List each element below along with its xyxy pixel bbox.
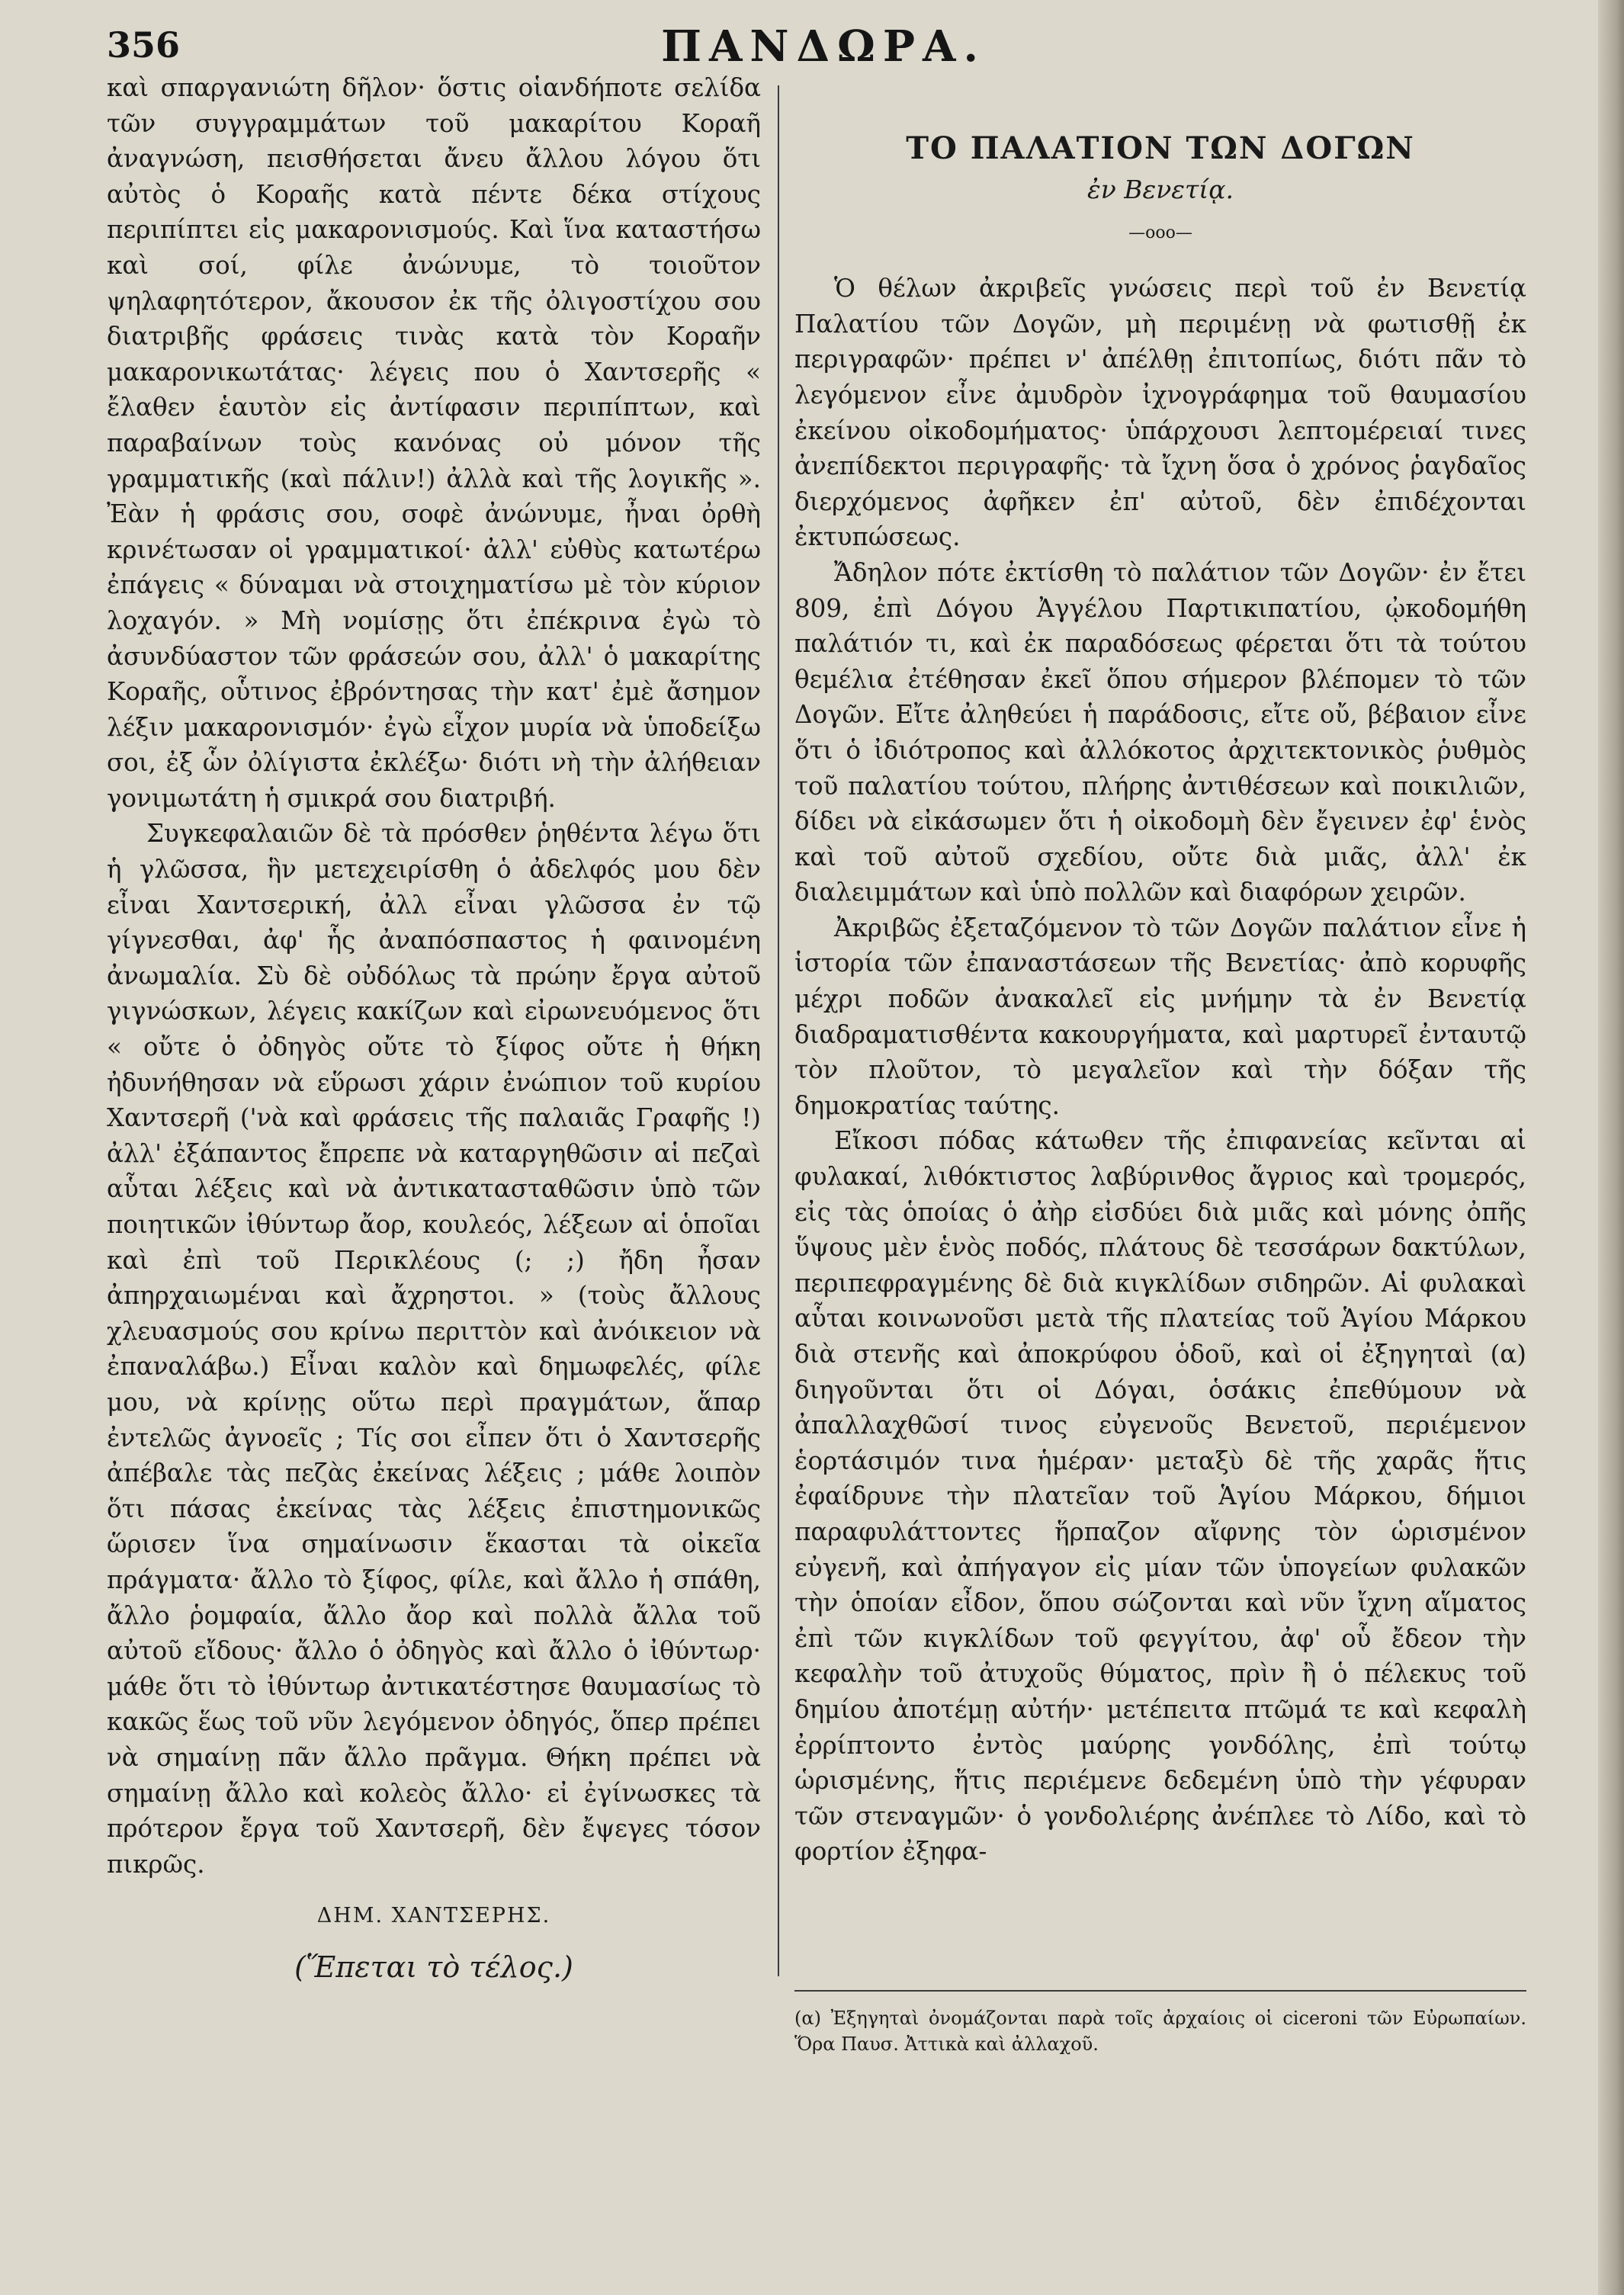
page-number: 356 bbox=[107, 24, 181, 66]
right-paragraph-1: Ὁ θέλων ἀκριβεῖς γνώσεις περὶ τοῦ ἐν Βενετίᾳ Παλατίου τῶν Δογῶν, μὴ περιμένῃ νὰ φωτισθῇ ἐκ περιγραφῶν· πρέπει ν' ἀπέλθῃ ἐπιτοπίως, διότι πᾶν τὸ λεγόμενον εἶνε ἀμυδρὸν ἰχνογράφημα τοῦ θαυμασίου ἐκείνου οἰκοδομήματος· ὑπάρχουσι λεπτομέρειαί τινες ἀνεπίδεκτοι περιγραφῆς· τὰ ἴχνη ὅσα ὁ χρόνος ῥαγδαῖος διερχόμενος ἀφῆκεν ἐπ' αὐτοῦ, δὲν ἐπιδέχονται ἐκτυπώσεως. bbox=[794, 274, 1526, 552]
right-paragraph-4: Εἴκοσι πόδας κάτωθεν τῆς ἐπιφανείας κεῖνται αἱ φυλακαί, λιθόκτιστος λαβύρινθος ἄγριος καὶ τρομερός, εἰς τὰς ὁποίας ὁ ἀὴρ εἰσδύει διὰ μιᾶς καὶ μόνης ὀπῆς ὕψους μὲν ἑνὸς ποδός, πλάτους δὲ τεσσάρων δακτύλων, περιπεφραγμένης δὲ διὰ κιγκλίδων σιδηρῶν. Αἱ φυλακαὶ αὗται κοινωνοῦσι μετὰ τῆς πλατείας τοῦ Ἁγίου Μάρκου διὰ στενῆς καὶ ἀποκρύφου ὁδοῦ, καὶ οἱ ἐξηγηταὶ (α) διηγοῦνται ὅτι οἱ Δόγαι, ὁσάκις ἐπεθύμουν νὰ ἀπαλλαχθῶσί τινος εὐγενοῦς Βενετοῦ, περιέμενον ἑορτάσιμόν τινα ἡμέραν· μεταξὺ δὲ τῆς χαρᾶς ἥτις ἐφαίδρυνε τὴν πλατεῖαν τοῦ Ἁγίου Μάρκου, δήμιοι παραφυλάττοντες ἥρπαζον αἴφνης τὸν ὡρισμένον εὐγενῆ, καὶ ἀπήγαγον εἰς μίαν τῶν ὑπογείων φυλακῶν τὴν ὁποίαν εἶδον, ὅπου σώζονται καὶ νῦν ἴχνη αἵματος ἐπὶ τῶν κιγκλίδων τοῦ φεγγίτου, ἀφ' οὗ ἔδεον τὴν κεφαλὴν τοῦ ἀτυχοῦς θύματος, πρὶν ἢ ὁ πέλεκυς τοῦ δημίου ἀποτέμῃ αὐτήν· μετέπειτα πτῶμά τε καὶ κεφαλὴ ἐρρίπτοντο ἐντὸς μαύρης γονδόλης, ἐπὶ τούτῳ ὡρισμένης, ἥτις περιέμενε δεδεμένη ὑπὸ τὴν γέφυραν τῶν στεναγμῶν· ὁ γονδολιέρης ἀνέπλεε τὸ Λίδο, καὶ τὸ φορτίον ἐξηφα- bbox=[794, 1126, 1526, 1866]
article-place: ἐν Βενετίᾳ. bbox=[1087, 175, 1234, 204]
left-paragraph-2: Συγκεφαλαιῶν δὲ τὰ πρόσθεν ῥηθέντα λέγω ὅτι ἡ γλῶσσα, ἣν μετεχειρίσθη ὁ ἀδελφός μου δὲν εἶναι Χαντσερική, ἀλλ εἶναι γλῶσσα ἐν τῷ γίγνεσθαι, ἀφ' ἧς ἀναπόσπαστος ἡ φαινομένη ἀνωμαλία. Σὺ δὲ οὐδόλως τὰ πρώην ἔργα αὐτοῦ γιγνώσκων, λέγεις κακίζων καὶ εἰρωνευόμενος ὅτι « οὔτε ὁ ὀδηγὸς οὔτε τὸ ξίφος οὔτε ἡ θήκη ἠδυνήθησαν νὰ εὕρωσι χάριν ἐνώπιον τοῦ κυρίου Χαντσερῆ ('νὰ καὶ φράσεις τῆς παλαιᾶς Γραφῆς !) ἀλλ' ἐξάπαντος ἔπρεπε νὰ καταργηθῶσιν αἱ πεζαὶ αὗται λέξεις καὶ νὰ ἀντικατασταθῶσιν ὑπὸ τῶν ποιητικῶν ἰθύντωρ ἄορ, κουλεός, λέξεων αἱ ὁποῖαι καὶ ἐπὶ τοῦ Περικλέους (; ;) ἤδη ἦσαν ἀπηρχαιωμέναι καὶ ἄχρηστοι. » (τοὺς ἄλλους χλευασμούς σου κρίνω περιττὸν καὶ ἀνόικειον νὰ ἐπαναλάβω.) Εἶναι καλὸν καὶ δημωφελές, φίλε μου, νὰ κρίνῃς οὕτω περὶ πραγμάτων, ἅπαρ ἐντελῶς ἀγνοεῖς ; Τίς σοι εἶπεν ὅτι ὁ Χαντσερῆς ἀπέβαλε τὰς πεζὰς ἐκείνας λέξεις ; μάθε λοιπὸν ὅτι πάσας ἐκείνας τὰς λέξεις ἐπιστημονικῶς ὥρισεν ἵνα σημαίνωσιν ἕκασται τὰ οἰκεῖα πράγματα· ἄλλο τὸ ξίφος, φίλε, καὶ ἄλλο ἡ σπάθη, ἄλλο ῥομφαία, ἄλλο ἄορ καὶ πολλὰ ἄλλα τοῦ αὐτοῦ εἴδους· ἄλλο ὁ ὀδηγὸς καὶ ἄλλο ὁ ἰθύντωρ· μάθε ὅτι τὸ ἰθύντωρ ἀντικατέστησε θαυμασίως τὸ κακῶς ἕως τοῦ νῦν λεγόμενον ὀδηγός, ὅπερ πρέπει νὰ σημαίνῃ πᾶν ἄλλο πρᾶγμα. Θήκη πρέπει νὰ σημαίνῃ ἄλλο καὶ κολεὸς ἄλλο· εἰ ἐγίνωσκες τὰ πρότερον ἔργα τοῦ Χαντσερῆ, δὲν ἔψεγες τόσον πικρῶς. bbox=[107, 819, 761, 1879]
left-paragraph-1: καὶ σπαργανιώτη δῆλον· ὅστις οἱανδήποτε σελίδα τῶν συγγραμμάτων τοῦ μακαρίτου Κοραῆ ἀναγνώση, πεισθήσεται ἄνευ ἄλλου λόγου ὅτι αὐτὸς ὁ Κοραῆς κατὰ πέντε δέκα στίχους περιπίπτει εἰς μακαρονισμούς. Καὶ ἵνα καταστήσω καὶ σοί, φίλε ἀνώνυμε, τὸ τοιοῦτον ψηλαφητότερον, ἄκουσον ἐκ τῆς ὀλιγοστίχου σου διατριβῆς φράσεις τινὰς κατὰ τὸν Κοραῆν μακαρονικωτάτας· λέγεις που ὁ Χαντσερῆς « ἔλαθεν ἑαυτὸν εἰς ἀντίφασιν περιπίπτων, καὶ παραβαίνων τοὺς κανόνας οὐ μόνον τῆς γραμματικῆς (καὶ πάλιν!) ἀλλὰ καὶ τῆς λογικῆς ». Ἐὰν ἡ φράσις σου, σοφὲ ἀνώνυμε, ἦναι ὀρθὴ κρινέτωσαν οἱ γραμματικοί· ἀλλ' εὐθὺς κατωτέρω ἐπάγεις « δύναμαι νὰ στοιχηματίσω μὲ τὸν κύριον λοχαγόν. » Μὴ νομίσῃς ὅτι ἐπέκρινα ἐγὼ τὸ ἀσυνδύαστον τῶν φράσεών σου, ἀλλ' ὁ μακαρίτης Κοραῆς, οὗτινος ἐβρόντησας τὴν κατ' ἐμὲ ἄσημον λέξιν μακαρονισμόν· ἐγὼ εἶχον μυρία νὰ ὑποδείξω σοι, ἐξ ὧν ὀλίγιστα ἐκλέξω· διότι νὴ τὴν ἀλήθειαν γονιμωτάτη ἡ σμικρά σου διατριβή. bbox=[107, 73, 761, 813]
right-paragraph-3: Ἀκριβῶς ἐξεταζόμενον τὸ τῶν Δογῶν παλάτιον εἶνε ἡ ἱστορία τῶν ἐπαναστάσεων τῆς Βενετίας· ἀπὸ κορυφῆς μέχρι ποδῶν ἀνακαλεῖ εἰς μνήμην τὰ ἐν Βενετίᾳ διαδραματισθέντα κακουργήματα, καὶ μαρτυρεῖ ἐνταυτῷ τὸν πλοῦτον, τὸ μεγαλεῖον καὶ τὴν δόξαν τῆς δημοκρατίας ταύτης. bbox=[794, 913, 1526, 1120]
footnote: (α) Ἐξηγηταὶ ὀνομάζονται παρὰ τοῖς ἀρχαίοις οἱ ciceroni τῶν Εὐρωπαίων. Ὅρα Παυσ. Ἀττικὰ καὶ ἀλλαχοῦ. bbox=[794, 2008, 1526, 2055]
journal-title: ΠΑΝΔΩΡΑ. bbox=[661, 21, 986, 72]
page-spine-shadow bbox=[1598, 0, 1624, 2295]
left-column bbox=[107, 70, 761, 1985]
continued-note: (Ἕπεται τὸ τέλος.) bbox=[294, 1950, 573, 1984]
right-paragraph-2: Ἄδηλον πότε ἐκτίσθη τὸ παλάτιον τῶν Δογῶν· ἐν ἔτει 809, ἐπὶ Δόγου Ἀγγέλου Παρτικιπατίου, ᾠκοδομήθη παλάτιόν τι, καὶ ἐκ παραδόσεως φέρεται ὅτι τὰ τούτου θεμέλια ἐτέθησαν ἐκεῖ ὅπου σήμερον βλέπομεν τὸ τῶν Δογῶν. Εἴτε ἀληθεύει ἡ παράδοσις, εἴτε οὔ, βέβαιον εἶνε ὅτι ὁ ἰδιότροπος καὶ ἀλλόκοτος ἀρχιτεκτονικὸς ῥυθμὸς τοῦ παλατίου τούτου, πλήρης ἀντιθέσεων καὶ ποικιλιῶν, δίδει νὰ εἰκάσωμεν ὅτι ἡ οἰκοδομὴ δὲν ἔγεινεν ἐφ' ἑνὸς καὶ τοῦ αὐτοῦ σχεδίου, οὔτε διὰ μιᾶς, ἀλλ' ἐκ διαλειμμάτων καὶ ὑπὸ πολλῶν καὶ διαφόρων χειρῶν. bbox=[794, 557, 1526, 907]
right-column bbox=[794, 130, 1526, 1870]
footnote-divider bbox=[794, 1990, 1526, 1992]
column-divider bbox=[778, 85, 779, 1976]
article-title: ΤΟ ΠΑΛΑΤΙΟΝ ΤΩΝ ΔΟΓΩΝ bbox=[906, 130, 1415, 166]
author-signature: ΔΗΜ. ΧΑΝΤΣΕΡΗΣ. bbox=[316, 1904, 551, 1928]
page-header bbox=[107, 21, 1540, 76]
title-ornament: —ooo— bbox=[1128, 223, 1192, 242]
